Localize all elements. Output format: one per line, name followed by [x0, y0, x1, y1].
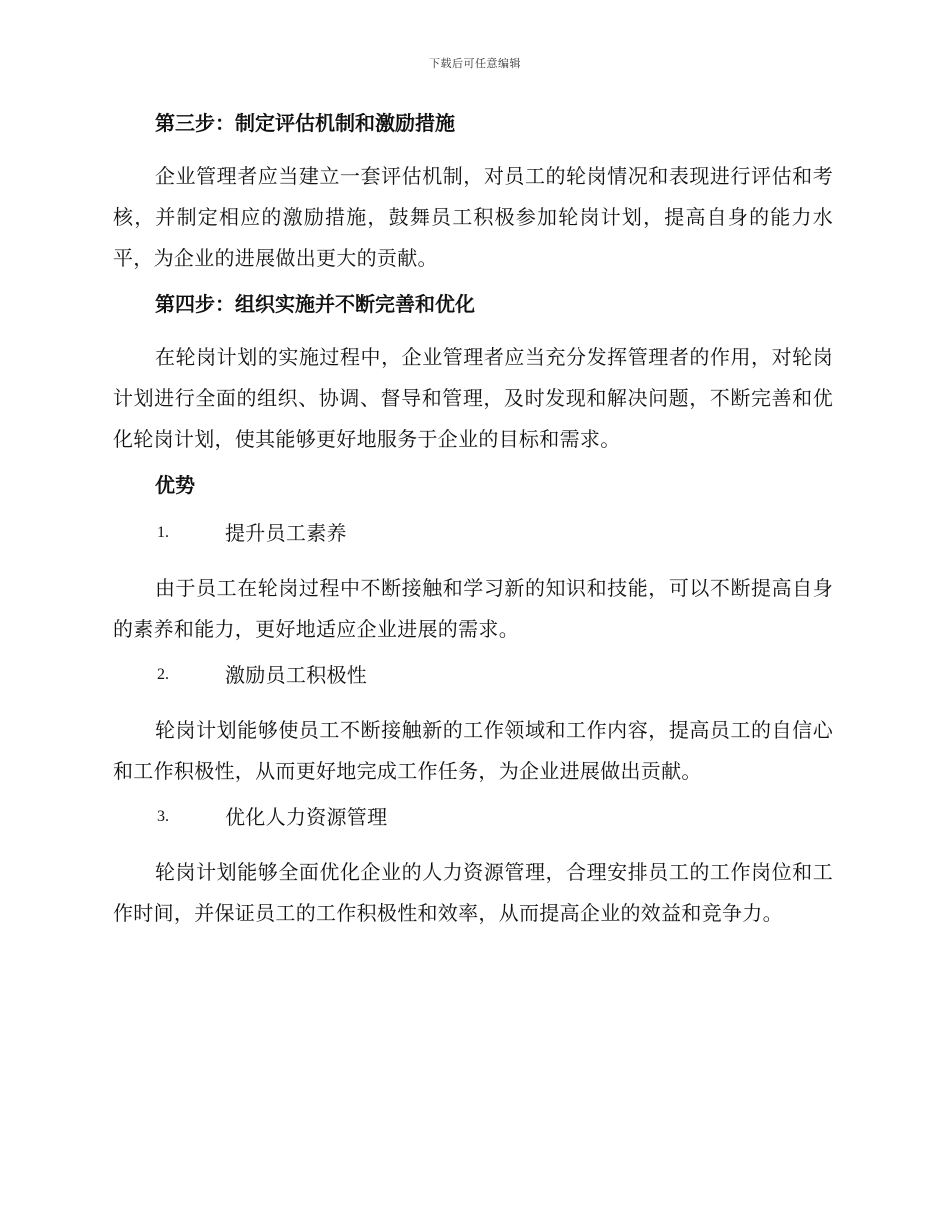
list-item	[113, 660, 833, 690]
list-number: 1.	[157, 524, 169, 541]
advantages-heading: 优势	[155, 473, 195, 497]
list-number: 2.	[157, 666, 169, 683]
list-item-title: 提升员工素养	[225, 521, 347, 545]
page-header: 下载后可任意编辑	[429, 57, 521, 70]
advantage-3-paragraph: 轮岗计划能够全面优化企业的人力资源管理，合理安排员工的工作岗位和工作时间，并保证员工的工作积极性和效率，从而提高企业的效益和竞争力。	[113, 860, 833, 925]
advantage-2-paragraph: 轮岗计划能够使员工不断接触新的工作领域和工作内容，提高员工的自信心和工作积极性，从而更好地完成工作任务，为企业进展做出贡献。	[113, 718, 833, 783]
list-number: 3.	[157, 808, 169, 825]
list-item	[113, 518, 833, 548]
step3-paragraph: 企业管理者应当建立一套评估机制，对员工的轮岗情况和表现进行评估和考核，并制定相应的激励措施，鼓舞员工积极参加轮岗计划，提高自身的能力水平，为企业的进展做出更大的贡献。	[113, 164, 833, 270]
step4-paragraph: 在轮岗计划的实施过程中，企业管理者应当充分发挥管理者的作用，对轮岗计划进行全面的组织、协调、督导和管理，及时发现和解决问题，不断完善和优化轮岗计划，使其能够更好地服务于企业的目标和需求。	[113, 345, 833, 451]
list-item	[113, 802, 833, 832]
list-item-title: 激励员工积极性	[225, 663, 368, 687]
step4-heading: 第四步：组织实施并不断完善和优化	[155, 292, 475, 316]
list-item-title: 优化人力资源管理	[225, 805, 388, 829]
document-body	[113, 108, 833, 944]
advantage-1-paragraph: 由于员工在轮岗过程中不断接触和学习新的知识和技能，可以不断提高自身的素养和能力，更好地适应企业进展的需求。	[113, 576, 833, 641]
step3-heading: 第三步：制定评估机制和激励措施	[155, 111, 455, 135]
